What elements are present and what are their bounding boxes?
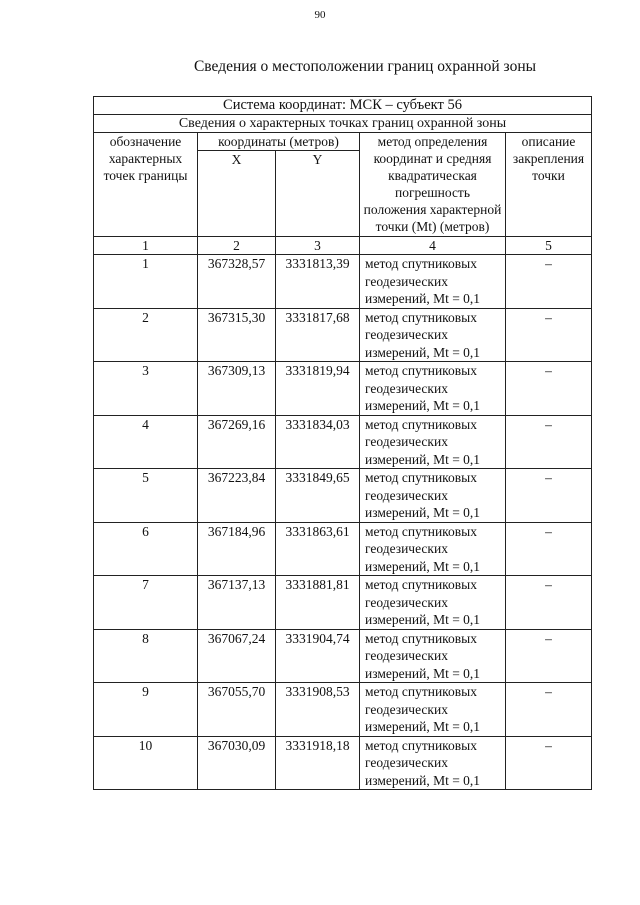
fixing-cell: – xyxy=(506,415,592,469)
table-row xyxy=(94,255,592,309)
x-coordinate-cell: 367328,57 xyxy=(198,255,276,309)
method-cell: метод спутниковых геодезических измерений, Mt = 0,1 xyxy=(360,469,506,523)
table-caption-row xyxy=(94,115,592,133)
method-cell: метод спутниковых геодезических измерений, Mt = 0,1 xyxy=(360,683,506,737)
point-cell: 10 xyxy=(94,736,198,790)
point-cell: 1 xyxy=(94,255,198,309)
table-row xyxy=(94,415,592,469)
y-coordinate-cell: 3331819,94 xyxy=(276,362,360,416)
column-number: 4 xyxy=(360,237,506,255)
column-numbers-row xyxy=(94,237,592,255)
fixing-cell: – xyxy=(506,362,592,416)
table-row xyxy=(94,362,592,416)
point-cell: 4 xyxy=(94,415,198,469)
method-cell: метод спутниковых геодезических измерений, Mt = 0,1 xyxy=(360,255,506,309)
point-cell: 6 xyxy=(94,522,198,576)
point-cell: 7 xyxy=(94,576,198,630)
fixing-cell: – xyxy=(506,736,592,790)
x-coordinate-cell: 367223,84 xyxy=(198,469,276,523)
method-cell: метод спутниковых геодезических измерений, Mt = 0,1 xyxy=(360,576,506,630)
column-number: 5 xyxy=(506,237,592,255)
table-row xyxy=(94,469,592,523)
x-coordinate-cell: 367055,70 xyxy=(198,683,276,737)
fixing-cell: – xyxy=(506,522,592,576)
column-number: 1 xyxy=(94,237,198,255)
x-coordinate-cell: 367030,09 xyxy=(198,736,276,790)
y-coordinate-cell: 3331863,61 xyxy=(276,522,360,576)
coordinate-system-row xyxy=(94,97,592,115)
header-row xyxy=(94,133,592,151)
fixing-cell: – xyxy=(506,683,592,737)
y-coordinate-cell: 3331904,74 xyxy=(276,629,360,683)
table-caption-cell: Сведения о характерных точках границ охранной зоны xyxy=(94,115,592,133)
document-title: Сведения о местоположении границ охранной зоны xyxy=(193,58,537,75)
header-y: Y xyxy=(276,151,360,237)
column-number: 3 xyxy=(276,237,360,255)
column-number: 2 xyxy=(198,237,276,255)
y-coordinate-cell: 3331817,68 xyxy=(276,308,360,362)
point-cell: 5 xyxy=(94,469,198,523)
y-coordinate-cell: 3331908,53 xyxy=(276,683,360,737)
method-cell: метод спутниковых геодезических измерений, Mt = 0,1 xyxy=(360,629,506,683)
y-coordinate-cell: 3331813,39 xyxy=(276,255,360,309)
page-number: 90 xyxy=(314,9,326,21)
method-cell: метод спутниковых геодезических измерений, Mt = 0,1 xyxy=(360,308,506,362)
method-cell: метод спутниковых геодезических измерений, Mt = 0,1 xyxy=(360,736,506,790)
fixing-cell: – xyxy=(506,308,592,362)
boundary-points-table xyxy=(93,96,592,790)
y-coordinate-cell: 3331881,81 xyxy=(276,576,360,630)
y-coordinate-cell: 3331849,65 xyxy=(276,469,360,523)
table-row xyxy=(94,522,592,576)
x-coordinate-cell: 367269,16 xyxy=(198,415,276,469)
fixing-cell: – xyxy=(506,629,592,683)
header-method: метод определения координат и средняя квадратическая погрешность положения характерной точки (Mt) (метров) xyxy=(360,133,506,237)
table-row xyxy=(94,683,592,737)
point-cell: 3 xyxy=(94,362,198,416)
coordinate-system-cell: Система координат: МСК – субъект 56 xyxy=(94,97,592,115)
x-coordinate-cell: 367067,24 xyxy=(198,629,276,683)
point-cell: 9 xyxy=(94,683,198,737)
table-row xyxy=(94,736,592,790)
fixing-cell: – xyxy=(506,255,592,309)
point-cell: 8 xyxy=(94,629,198,683)
fixing-cell: – xyxy=(506,469,592,523)
method-cell: метод спутниковых геодезических измерений, Mt = 0,1 xyxy=(360,362,506,416)
y-coordinate-cell: 3331834,03 xyxy=(276,415,360,469)
header-coordinates: координаты (метров) xyxy=(198,133,360,151)
point-cell: 2 xyxy=(94,308,198,362)
header-point: обозначение характерных точек границы xyxy=(94,133,198,237)
x-coordinate-cell: 367315,30 xyxy=(198,308,276,362)
table-row xyxy=(94,576,592,630)
x-coordinate-cell: 367137,13 xyxy=(198,576,276,630)
table-row xyxy=(94,308,592,362)
x-coordinate-cell: 367184,96 xyxy=(198,522,276,576)
header-x: X xyxy=(198,151,276,237)
y-coordinate-cell: 3331918,18 xyxy=(276,736,360,790)
table-row xyxy=(94,629,592,683)
header-fixing: описание закрепления точки xyxy=(506,133,592,237)
fixing-cell: – xyxy=(506,576,592,630)
method-cell: метод спутниковых геодезических измерений, Mt = 0,1 xyxy=(360,415,506,469)
method-cell: метод спутниковых геодезических измерений, Mt = 0,1 xyxy=(360,522,506,576)
x-coordinate-cell: 367309,13 xyxy=(198,362,276,416)
